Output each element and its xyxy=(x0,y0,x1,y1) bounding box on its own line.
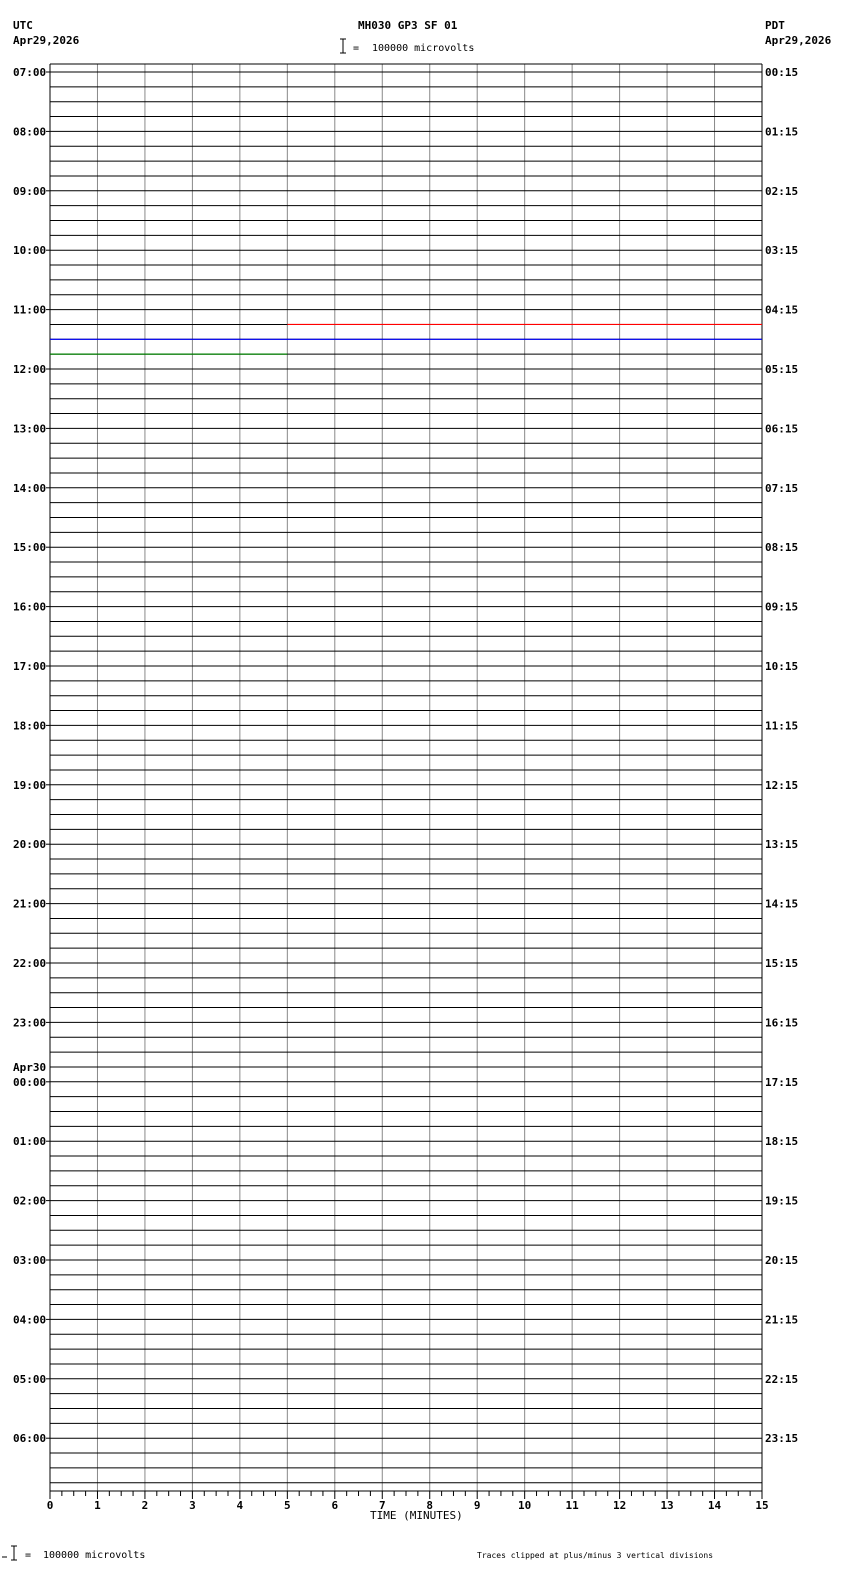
utc-hour-label: 00:00 xyxy=(13,1075,47,1089)
utc-hour-label: 08:00 xyxy=(13,125,47,139)
pdt-hour-label: 23:15 xyxy=(765,1432,799,1446)
x-tick-label: 14 xyxy=(707,1499,722,1512)
x-tick-label: 1 xyxy=(94,1499,101,1512)
chart-title: MH030 GP3 SF 01 xyxy=(358,19,458,32)
pdt-hour-label: 18:15 xyxy=(765,1135,799,1149)
footer-scale-text: 100000 microvolts xyxy=(43,1550,146,1561)
utc-hour-label: 11:00 xyxy=(13,303,47,317)
pdt-hour-label: 04:15 xyxy=(765,303,799,317)
x-tick-label: 6 xyxy=(331,1499,339,1512)
pdt-hour-label: 08:15 xyxy=(765,541,799,555)
pdt-hour-label: 00:15 xyxy=(765,66,799,79)
utc-hour-label: 14:00 xyxy=(13,481,47,495)
pdt-hour-label: 05:15 xyxy=(765,363,799,376)
x-tick-label: 10 xyxy=(518,1499,532,1512)
utc-hour-label: 10:00 xyxy=(13,244,47,258)
pdt-hour-label: 15:15 xyxy=(765,957,799,970)
x-tick-label: 5 xyxy=(284,1499,291,1512)
pdt-hour-label: 17:15 xyxy=(765,1075,799,1089)
pdt-hour-label: 20:15 xyxy=(765,1254,799,1267)
pdt-hour-label: 03:15 xyxy=(765,244,799,258)
utc-hour-label: 09:00 xyxy=(13,184,47,198)
grid xyxy=(50,64,762,1491)
utc-zone-label: UTC xyxy=(13,19,33,32)
pdt-zone-label: PDT xyxy=(765,19,785,32)
footer-scale-bar-icon xyxy=(2,1546,17,1560)
utc-hour-label: 05:00 xyxy=(13,1372,47,1386)
utc-hour-label: 02:00 xyxy=(13,1194,47,1208)
utc-hour-label: 22:00 xyxy=(13,957,47,970)
utc-hour-label: 23:00 xyxy=(13,1016,47,1030)
x-tick-label: 4 xyxy=(236,1499,244,1512)
utc-hour-label: 06:00 xyxy=(13,1432,47,1446)
utc-hour-label: 19:00 xyxy=(13,778,47,792)
pdt-hour-label: 19:15 xyxy=(765,1194,799,1208)
utc-hour-label: 16:00 xyxy=(13,600,47,614)
pdt-hour-label: 21:15 xyxy=(765,1313,799,1327)
pdt-hour-label: 22:15 xyxy=(765,1372,799,1386)
footer-scale-equals: = xyxy=(25,1550,32,1561)
pdt-hour-label: 02:15 xyxy=(765,184,799,198)
utc-hour-label: 12:00 xyxy=(13,363,47,376)
pdt-hour-label: 10:15 xyxy=(765,660,799,673)
pdt-date-label: Apr29,2026 xyxy=(765,34,832,47)
x-tick-label: 13 xyxy=(660,1499,674,1512)
x-tick-label: 12 xyxy=(612,1499,627,1512)
utc-hour-label: 20:00 xyxy=(13,838,47,852)
utc-hour-label: 18:00 xyxy=(13,719,47,733)
x-tick-label: 15 xyxy=(755,1499,769,1512)
x-tick-label: 8 xyxy=(426,1499,434,1512)
utc-hour-label: 15:00 xyxy=(13,541,47,555)
pdt-hour-label: 12:15 xyxy=(765,778,799,792)
utc-hour-label: 04:00 xyxy=(13,1313,47,1327)
utc-hour-label: 01:00 xyxy=(13,1135,47,1149)
pdt-hour-label: 16:15 xyxy=(765,1016,799,1030)
pdt-hour-label: 01:15 xyxy=(765,125,799,139)
utc-hour-label: 03:00 xyxy=(13,1254,47,1267)
x-tick-label: 9 xyxy=(473,1499,481,1512)
x-tick-label: 7 xyxy=(378,1499,386,1512)
utc-hour-label: 07:00 xyxy=(13,66,47,79)
scale-text: 100000 microvolts xyxy=(372,43,475,54)
x-tick-label: 11 xyxy=(565,1499,579,1512)
x-tick-label: 0 xyxy=(46,1499,54,1512)
x-axis xyxy=(47,1491,769,1512)
x-tick-label: 3 xyxy=(189,1499,196,1512)
scale-bar-icon xyxy=(340,39,346,53)
x-axis-title: TIME (MINUTES) xyxy=(370,1509,463,1522)
x-tick-label: 2 xyxy=(141,1499,149,1512)
utc-hour-label: 21:00 xyxy=(13,897,47,911)
pdt-hour-label: 09:15 xyxy=(765,600,799,614)
pdt-hour-label: 11:15 xyxy=(765,719,799,733)
utc-date-label: Apr29,2026 xyxy=(13,34,80,47)
pdt-hour-label: 06:15 xyxy=(765,422,799,436)
utc-hour-label: 13:00 xyxy=(13,422,47,436)
utc-date-change-label: Apr30 xyxy=(13,1060,47,1074)
utc-hour-label: 17:00 xyxy=(13,660,47,673)
pdt-hour-label: 07:15 xyxy=(765,481,799,495)
traces xyxy=(50,324,762,354)
pdt-hour-label: 14:15 xyxy=(765,897,799,911)
scale-equals: = xyxy=(353,43,360,54)
clip-note: Traces clipped at plus/minus 3 vertical divisions xyxy=(477,1551,714,1560)
pdt-hour-label: 13:15 xyxy=(765,838,799,852)
